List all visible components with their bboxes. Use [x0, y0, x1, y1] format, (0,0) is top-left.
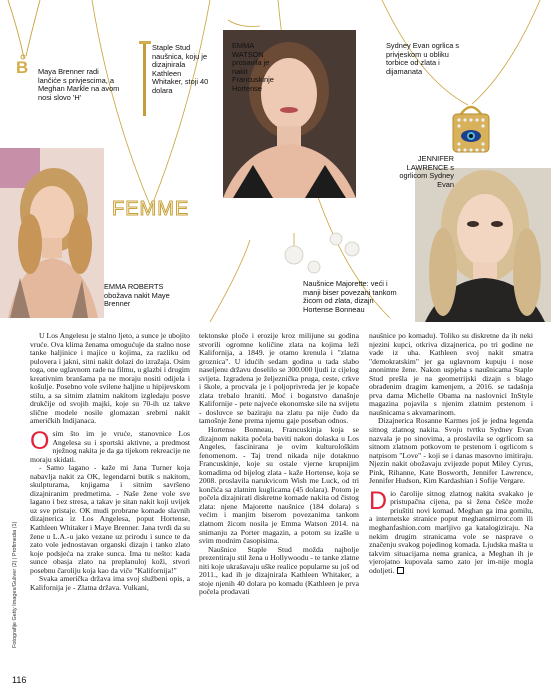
text-column-1 [30, 332, 190, 592]
col2-paragraph-3: Naušnice Staple Stud možda najbolje prezentiraju stil žena u Hollywoodu - te tanke zlatne niti koje ukrašavaju uške realice popularne su još od 2011., kad ih je dizajnirala Kathleen Whitaker, a stoje njenih 40 dolara po komadu (Kathleen je prva počela prodavati [199, 544, 359, 597]
col1-paragraph-4: Svaka američka država ima svoj službeni opis, a Kalifornija je - Zlatna država. Vulkani, [30, 574, 190, 592]
jennifer-lawrence-photo [415, 168, 551, 322]
caption-watson: EMMA WATSON prosavila je nakit Francuskinje Hortense [232, 41, 274, 93]
caption-sydney: Sydney Evan ogrlica s privjeskom u obliku torbice od zlata i dijamanata [386, 41, 460, 76]
pendant-letter: B [16, 58, 29, 77]
caption-meghan: Maya Brenner radi lančiće s privjescima, a Meghan Markle na avom nosi slovo 'H' [38, 67, 120, 102]
caption-roberts: EMMA ROBERTS obožava nakit Maye Brenner [104, 282, 170, 309]
col2-paragraph-2: Hortense Bonneau, Francuskinja koja se dizajnom nakita počela baviti nakon dolaska u Los Angeles, fascinirana je ovim kulturološkim fenomenom. - Taj trend nikada nije dotaknuo Francuskinje, koje su ostale vjerne krupnijim komadima od bijelog zlata - kaže Hortense, koja se 2008. proslavila narukvicom Wish me Luck, od tri končića sa zlatnim kuglicama (45 dolara). Potom je počela dizajnirati diskretne komade nakita od čistog zlata: njene Majorette naušnice (184 dolara) s većim i manjim biserom povezanima tankom zlatnom žicom nosila je Emma Watson 2014. na snimanju za Porter magazin, a potom su izašle u svim modnim časopisima. [199, 425, 359, 546]
col3-paragraph-2: Dizajnerica Rosanne Karmes još je jedna legenda sitnog zlatnog nakita. Svoju tvrtku Sydney Evan nazvala je po sinovima, a proslavila se ogrlicom sa sitnom zlatnom potkovom te prstenom i ogrlicom s natpisom "Love" - koji se i danas masovno imitiraju. Njezin nakit obožavaju zvijezde poput Miley Cyrus, Pink, Rihanne, Kate Bosworth, Jennifer Lawrence, Jennifer Hudson, Kim Kardashian i Sofije Vergare. [369, 416, 533, 486]
emma-roberts-photo [0, 148, 104, 318]
col1-paragraph-3: - Samo lagano - kaže mi Jana Turner koja nabavlja nakit za OK, legendarni butik s nakitom, skulpturama, knjigama i sitnim savršeno dizajniranim predmetima. - Naše žene vole sve lagano i bez stresa, a takav je sitan nakit koji uvijek uz sve pristaje. OK mudi probrane komade slavnih dizajnerica iz Los Angelesa, poput Hortense, Kathleen Whitaker i Maye Brenner. Jana tvrdi da su žene u L.A.-u jako vezane uz prirodu i sunce te da zato vole jednostavan organski dizajn i tanko zlato koje podsjeća na zrake sunca. Ima tu nešto: kada sunce obasja zlato na preplanuloj koži, stvori posebnu čaroliju koja kao da viče "Kalifornija!" [30, 463, 190, 575]
col3-paragraph-1: naušnice po komadu). Toliko su diskretne da ih neki njezini kupci, otkriva dizajnerica, po tri godine ne vade iz uha. Kathleen svoj nakit smatra "demokratskim" jer ga uglavnom kupuju i nose anonimne žene. Nakon uspjeha s naušnicama Staple Stud prešla je na geometrijski dizajn s blago obrađenim dragim kamenjem, a 2016. se tadašnja prva dama Michelle Obama na naslovnici InStyle magazina pojavila s njenim zlatnim prstenom i naušnicama s akvamarinom. [369, 331, 533, 417]
page-number: 116 [12, 675, 27, 685]
drop-cap: D [369, 486, 388, 515]
staple-stud-earring [138, 40, 152, 118]
caption-kathleen: Staple Stud naušnica, koju je dizajnirala Kathleen Whitaker, stoji 40 dolara [152, 43, 209, 95]
femme-necklace [112, 198, 202, 224]
text-column-2 [199, 332, 359, 597]
end-mark-icon [397, 567, 404, 574]
photo-credit: Fotografije Getty Images/Guliver (2) | Profimedia (1) [12, 521, 18, 648]
photo-collage [0, 0, 551, 322]
letter-b-pendant [13, 54, 33, 80]
femme-text: FEMME [112, 198, 190, 220]
pearl-earrings [280, 225, 364, 275]
drop-cap: O [30, 427, 50, 456]
text-column-3 [369, 332, 533, 575]
col1-paragraph-2: Osim što im je vruće, stanovnice Los Angelesa su i sportski aktivne, a predmost nježnog nakita je da ga tijekom rekreacije ne moraju skidati. [30, 427, 190, 464]
caption-majorette: Naušnice Majorette: veći i manji biser povezani tankom žicom od zlata, dizajn Hortense Bonneau [303, 279, 397, 314]
col2-paragraph-1: tektonske ploče i erozije kroz milijune su godina stvorili ogromne količine zlata na kojima leži Kalifornija, a 1849. je otamo krenula i "zlatna groznica". U idućih sedam godina u tada slabo naseljenu državu doselilo se 300.000 ljudi iz cijelog svijeta. Izgradena je željeznička pruga, ceste, crkve i škole, a procvala je i poljoprivreda jer je kopače zlata trebalo hraniti. Moć i bogatstvo današnje Kalifornije - pete najveće ekonomske sile na svijetu - dosluvce se baziraju na zlatu pa nije čudo da tamošnje žene prema njemu gaje poseban odnos. [199, 331, 359, 426]
col3-paragraph-3: Dio čarolije sitnog zlatnog nakita svakako je pristupačna cijena, pa si žena češće može priuštiti novi komad. Meghan ga ima gomilu, a internetske stranice poput meghansmirror.com ili meghanfashion.com marljivo ga katalogiziraju. Na nekim drugim stranicama vole se nasprave o značenju svakog pojedinog komada. Ljudska mašta u takvim situacijama nema granica, a Meghan ih je vjerojatno kupovala samo zato jer im-nije mogla odoljeti. [369, 486, 533, 575]
col1-paragraph-1: U Los Angelesu je stalno ljeto, a sunce je ubojito vruće. Ova klima ženama omogućuje da stalno nose tanke haljinice i majice u kojima, za razliku od pulovera i jakni, sitni nakit dolazi do izražaja. Osim toga, one uglavnom rade na filmu, u glazbi i drugim kreativnim branšama pa ne moraju nositi odijela i košulje. Posebno vole svilene haljine u hipijevskom stilu, a sa sitnim zlatnim nakitom izgledaju posve drukčije od svojih majki, koje su 70-ih uz takve slične modele nosile glomazan srebrni nakit američkih Indijanaca. [30, 331, 190, 426]
caption-jennifer: JENNIFER LAWRENCE s ogrlicom Sydney Evan [399, 154, 454, 189]
purse-pendant [447, 100, 495, 158]
